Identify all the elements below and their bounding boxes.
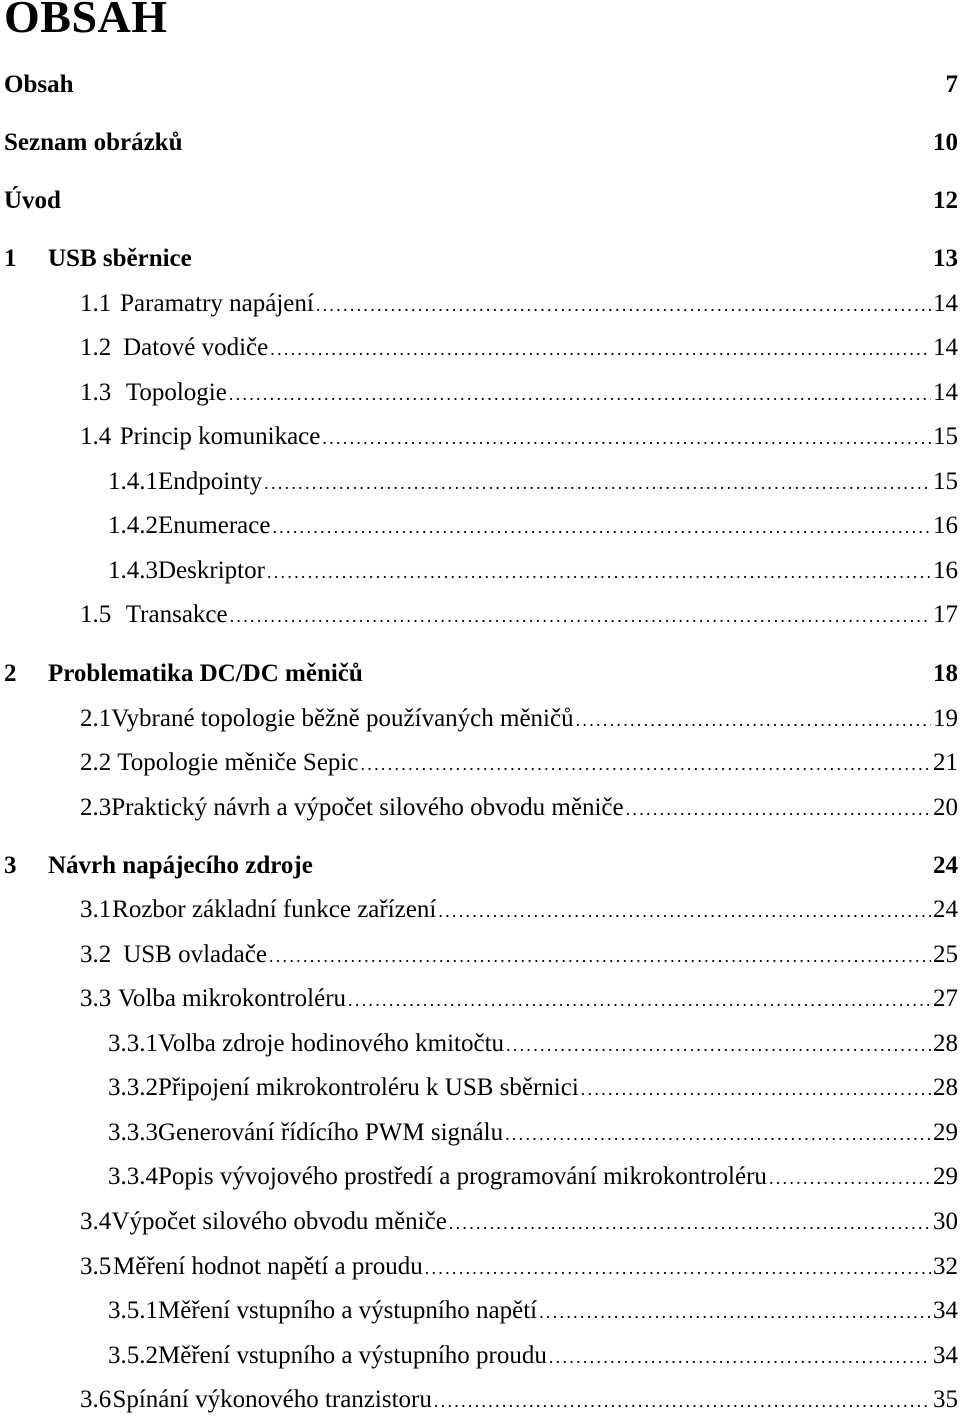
toc-entry-page: 34 [933,1342,958,1369]
toc-entry-chapter-1[interactable] [4,244,958,274]
toc-entry-number: 1.1 [80,290,112,317]
toc-entry-page: 25 [933,941,958,968]
dot-leader [449,1208,931,1238]
dot-leader [549,1342,931,1372]
dot-leader [438,896,931,926]
toc-entry-label: Obsah [4,71,74,98]
toc-entry-label: USB ovladače [123,941,267,968]
toc-entry-page: 29 [933,1163,958,1190]
toc-entry-label: Úvod [4,187,61,214]
toc-entry-label: Topologie měniče Sepic [117,749,359,776]
toc-entry-number: 1.4.1 [108,468,158,495]
dot-leader [264,468,931,498]
toc-entry-section[interactable] [80,748,958,778]
toc-entry-section[interactable] [80,793,958,823]
toc-entry-number: 1.4.3 [108,557,158,584]
toc-entry-number: 3 [4,852,17,879]
toc-entry-label: Vybrané topologie běžně používaných měničů [111,705,574,732]
toc-entry-subsection[interactable] [108,511,958,541]
toc-entry-label: Měření hodnot napětí a proudu [113,1253,423,1280]
page-title: OBSAH [4,0,168,42]
toc-entry-number: 1 [4,245,17,272]
toc-entry-label: Výpočet silového obvodu měniče [111,1208,447,1235]
toc-entry-page: 14 [933,290,958,317]
toc-entry-number: 3.3.2 [108,1074,158,1101]
toc-entry-subsection[interactable] [108,556,958,586]
toc-entry-label: Enumerace [158,512,271,539]
toc-entry-subsection[interactable] [108,1073,958,1103]
toc-entry-number: 3.1 [80,896,112,923]
dot-leader [230,601,931,631]
toc-entry-page: 14 [933,379,958,406]
toc-entry-number: 3.4 [80,1208,112,1235]
dot-leader [360,749,931,779]
toc-entry-section[interactable] [80,940,958,970]
toc-entry-number: 3.3 [80,985,112,1012]
toc-entry-label: Paramatry napájení [120,290,314,317]
toc-entry-label: Deskriptor [158,557,265,584]
toc-entry-page: 35 [933,1386,958,1413]
toc-entry-subsection[interactable] [108,1118,958,1148]
toc-entry-number: 3.3.3 [108,1119,158,1146]
toc-entry-page: 17 [933,601,958,628]
toc-entry-page: 10 [933,129,958,156]
toc-entry-subsection[interactable] [108,1296,958,1326]
toc-entry-page: 29 [933,1119,958,1146]
toc-entry-label: Princip komunikace [119,423,321,450]
toc-entry-page: 19 [933,705,958,732]
dot-leader [581,1074,931,1104]
toc-entry-label: Popis vývojového prostředí a programování mikrokontroléru [158,1163,767,1190]
toc-entry-label: Generování řídícího PWM signálu [158,1119,504,1146]
toc-entry-obsah[interactable] [4,70,958,100]
dot-leader [769,1163,931,1193]
toc-entry-label: Měření vstupního a výstupního napětí [158,1297,538,1324]
toc-entry-page: 16 [933,557,958,584]
toc-entry-number: 2 [4,660,17,687]
toc-entry-section[interactable] [80,600,958,630]
toc-entry-label: Připojení mikrokontroléru k USB sběrnici [158,1074,579,1101]
toc-entry-label: Spínání výkonového tranzistoru [112,1386,432,1413]
toc-entry-section[interactable] [80,333,958,363]
toc-entry-page: 13 [933,245,958,272]
toc-entry-subsection[interactable] [108,1162,958,1192]
toc-entry-section[interactable] [80,984,958,1014]
dot-leader [272,512,931,542]
toc-entry-section[interactable] [80,1207,958,1237]
toc-entry-number: 3.5.2 [108,1342,158,1369]
toc-entry-subsection[interactable] [108,1029,958,1059]
toc-entry-number: 3.3.1 [108,1030,158,1057]
toc-entry-number: 3.5 [80,1253,112,1280]
dot-leader [576,705,931,735]
toc-entry-page: 15 [933,423,958,450]
toc-entry-section[interactable] [80,378,958,408]
toc-entry-label: Volba mikrokontroléru [118,985,347,1012]
toc-entry-label: Transakce [125,601,228,628]
dot-leader [505,1119,931,1149]
toc-entry-label: Rozbor základní funkce zařízení [112,896,437,923]
toc-entry-number: 1.5 [80,601,112,628]
toc-entry-number: 1.4.2 [108,512,158,539]
toc-entry-label: Endpointy [158,468,263,495]
toc-entry-page: 28 [933,1030,958,1057]
dot-leader [506,1030,931,1060]
toc-entry-number: 1.3 [80,379,112,406]
toc-entry-page: 24 [933,896,958,923]
dot-leader [267,557,931,587]
toc-entry-seznam-obrazku[interactable] [4,128,958,158]
toc-entry-page: 7 [945,71,958,98]
toc-entry-chapter-2[interactable] [4,659,958,689]
toc-entry-subsection[interactable] [108,1341,958,1371]
toc-entry-page: 15 [933,468,958,495]
toc-entry-label: Volba zdroje hodinového kmitočtu [158,1030,505,1057]
toc-entry-number: 3.6 [80,1386,112,1413]
toc-entry-number: 1.4 [80,423,112,450]
toc-entry-page: 32 [933,1253,958,1280]
toc-entry-number: 2.2 [80,749,112,776]
toc-entry-number: 3.5.1 [108,1297,158,1324]
dot-leader [434,1386,931,1416]
dot-leader [348,985,931,1015]
toc-entry-chapter-3[interactable] [4,851,958,881]
toc-entry-page: 12 [933,187,958,214]
toc-entry-page: 28 [933,1074,958,1101]
toc-entry-page: 16 [933,512,958,539]
toc-entry-page: 27 [933,985,958,1012]
dot-leader [229,379,931,409]
toc-entry-section[interactable] [80,1385,958,1415]
toc-entry-label: Topologie [125,379,227,406]
toc-entry-label: USB sběrnice [48,245,192,272]
toc-entry-page: 21 [933,749,958,776]
toc-entry-label: Měření vstupního a výstupního proudu [158,1342,547,1369]
toc-entry-label: Problematika DC/DC měničů [48,660,363,687]
toc-entry-section[interactable] [80,422,958,452]
toc-entry-label: Seznam obrázků [4,129,183,156]
dot-leader [539,1297,931,1327]
toc-entry-page: 30 [933,1208,958,1235]
toc-entry-page: 20 [933,794,958,821]
toc-entry-page: 18 [933,660,958,687]
toc-entry-section[interactable] [80,704,958,734]
toc-entry-section[interactable] [80,895,958,925]
toc-entry-number: 1.2 [80,334,112,361]
toc-entry-label: Návrh napájecího zdroje [48,852,313,879]
toc-entry-number: 2.3 [80,794,112,821]
dot-leader [316,290,931,320]
toc-entry-number: 3.3.4 [108,1163,158,1190]
toc-entry-number: 3.2 [80,941,112,968]
dot-leader [269,941,931,971]
dot-leader [270,334,931,364]
toc-entry-page: 24 [933,852,958,879]
toc-entry-page: 14 [933,334,958,361]
toc-entry-section[interactable] [80,1252,958,1282]
dot-leader [322,423,931,453]
toc-entry-section[interactable] [80,289,958,319]
toc-entry-page: 34 [933,1297,958,1324]
dot-leader [425,1253,931,1283]
toc-entry-number: 2.1 [80,705,112,732]
toc-entry-label: Praktický návrh a výpočet silového obvodu měniče [111,794,624,821]
toc-entry-uvod[interactable] [4,186,958,216]
toc-entry-subsection[interactable] [108,467,958,497]
toc-entry-label: Datové vodiče [123,334,269,361]
dot-leader [626,794,931,824]
